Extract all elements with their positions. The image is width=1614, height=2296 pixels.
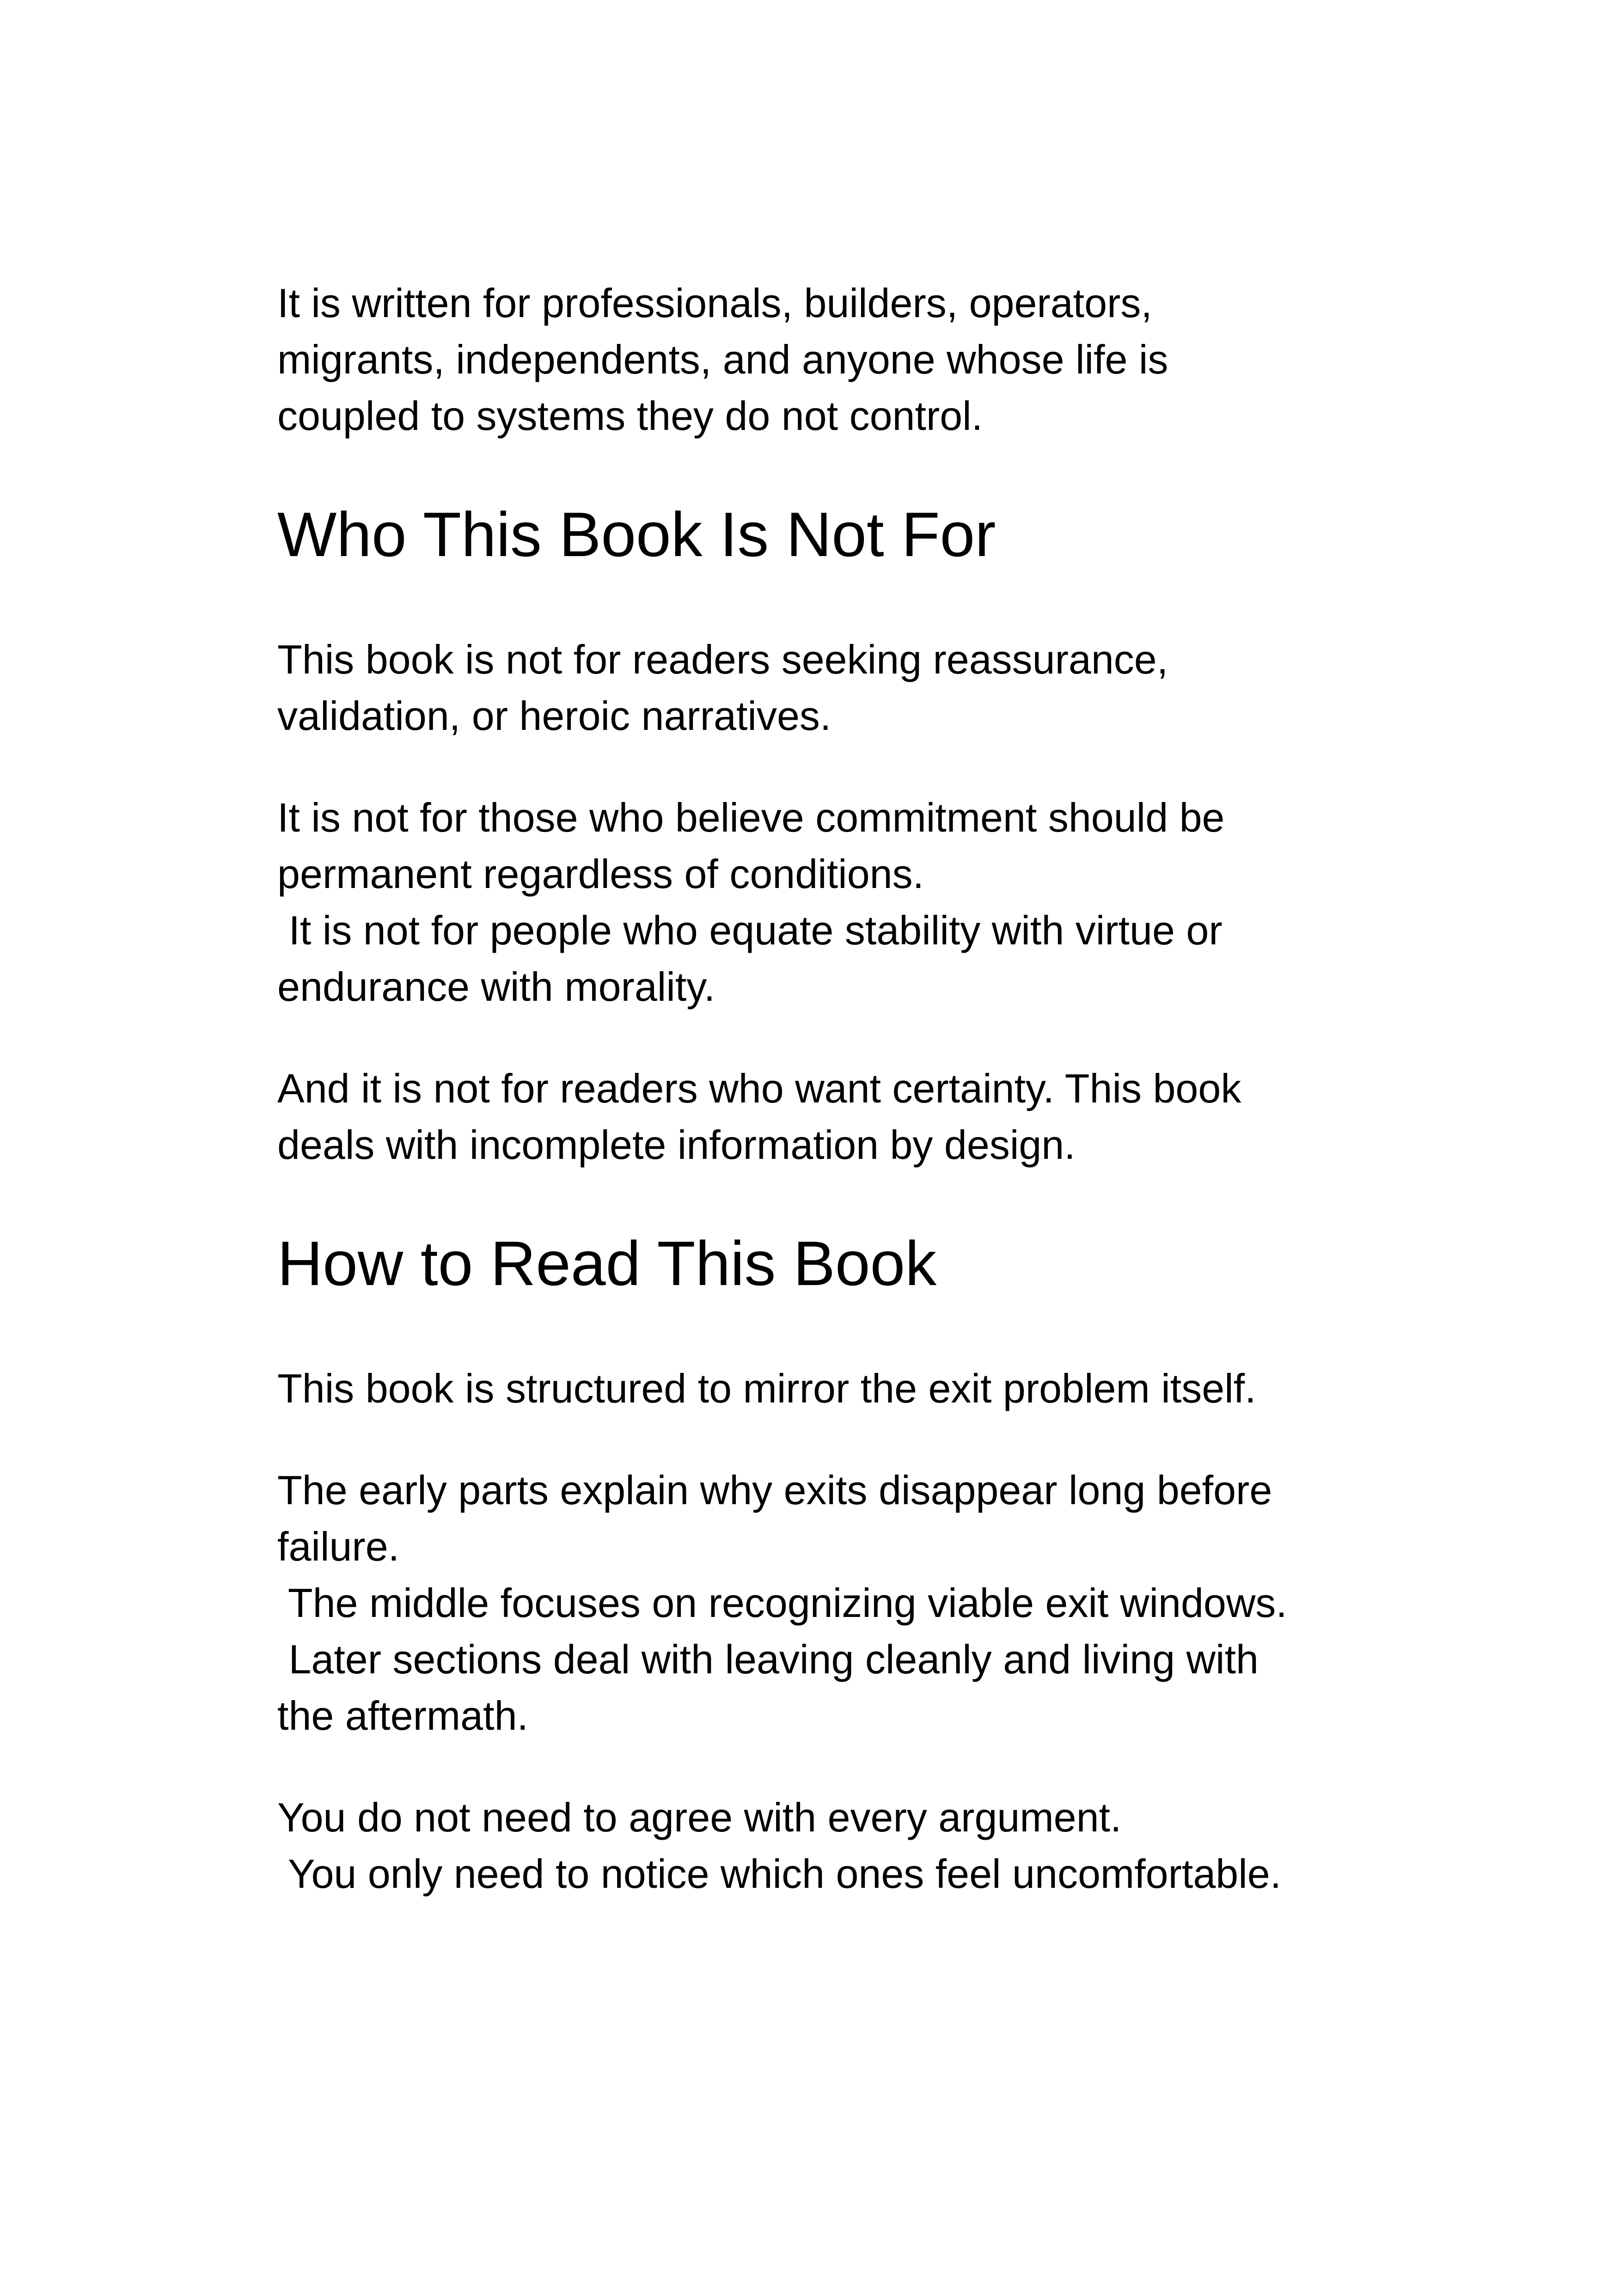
not-for-paragraph-2 xyxy=(277,790,1387,1015)
page-content xyxy=(277,275,1387,1947)
text-line: migrants, independents, and anyone whose life is xyxy=(277,337,1168,382)
how-to-read-paragraph-1 xyxy=(277,1360,1387,1417)
text-line: endurance with morality. xyxy=(277,964,715,1010)
intro-paragraph xyxy=(277,275,1387,444)
text-line: You only need to notice which ones feel uncomfortable. xyxy=(277,1851,1282,1897)
text-line: The middle focuses on recognizing viable exit windows. xyxy=(277,1580,1287,1626)
section-heading-how-to-read: How to Read This Book xyxy=(277,1228,937,1298)
text-line: permanent regardless of conditions. xyxy=(277,851,924,897)
not-for-paragraph-3 xyxy=(277,1060,1387,1173)
how-to-read-paragraph-2 xyxy=(277,1462,1387,1744)
text-line: Later sections deal with leaving cleanly and living with xyxy=(277,1636,1259,1682)
text-line: It is written for professionals, builders, operators, xyxy=(277,280,1152,326)
text-line: And it is not for readers who want certainty. This book xyxy=(277,1065,1241,1111)
text-line: validation, or heroic narratives. xyxy=(277,693,831,739)
text-line: failure. xyxy=(277,1524,400,1569)
text-line: This book is structured to mirror the exit problem itself. xyxy=(277,1365,1256,1411)
text-line: the aftermath. xyxy=(277,1693,528,1739)
text-line: deals with incomplete information by design. xyxy=(277,1122,1076,1168)
how-to-read-paragraph-3 xyxy=(277,1789,1387,1902)
text-line: coupled to systems they do not control. xyxy=(277,393,983,439)
section-heading-not-for: Who This Book Is Not For xyxy=(277,499,996,569)
not-for-paragraph-1 xyxy=(277,631,1387,744)
text-line: The early parts explain why exits disappear long before xyxy=(277,1467,1272,1513)
text-line: It is not for those who believe commitment should be xyxy=(277,795,1225,840)
text-line: It is not for people who equate stability with virtue or xyxy=(277,907,1223,953)
text-line: You do not need to agree with every argument. xyxy=(277,1794,1122,1840)
text-line: This book is not for readers seeking reassurance, xyxy=(277,637,1168,682)
